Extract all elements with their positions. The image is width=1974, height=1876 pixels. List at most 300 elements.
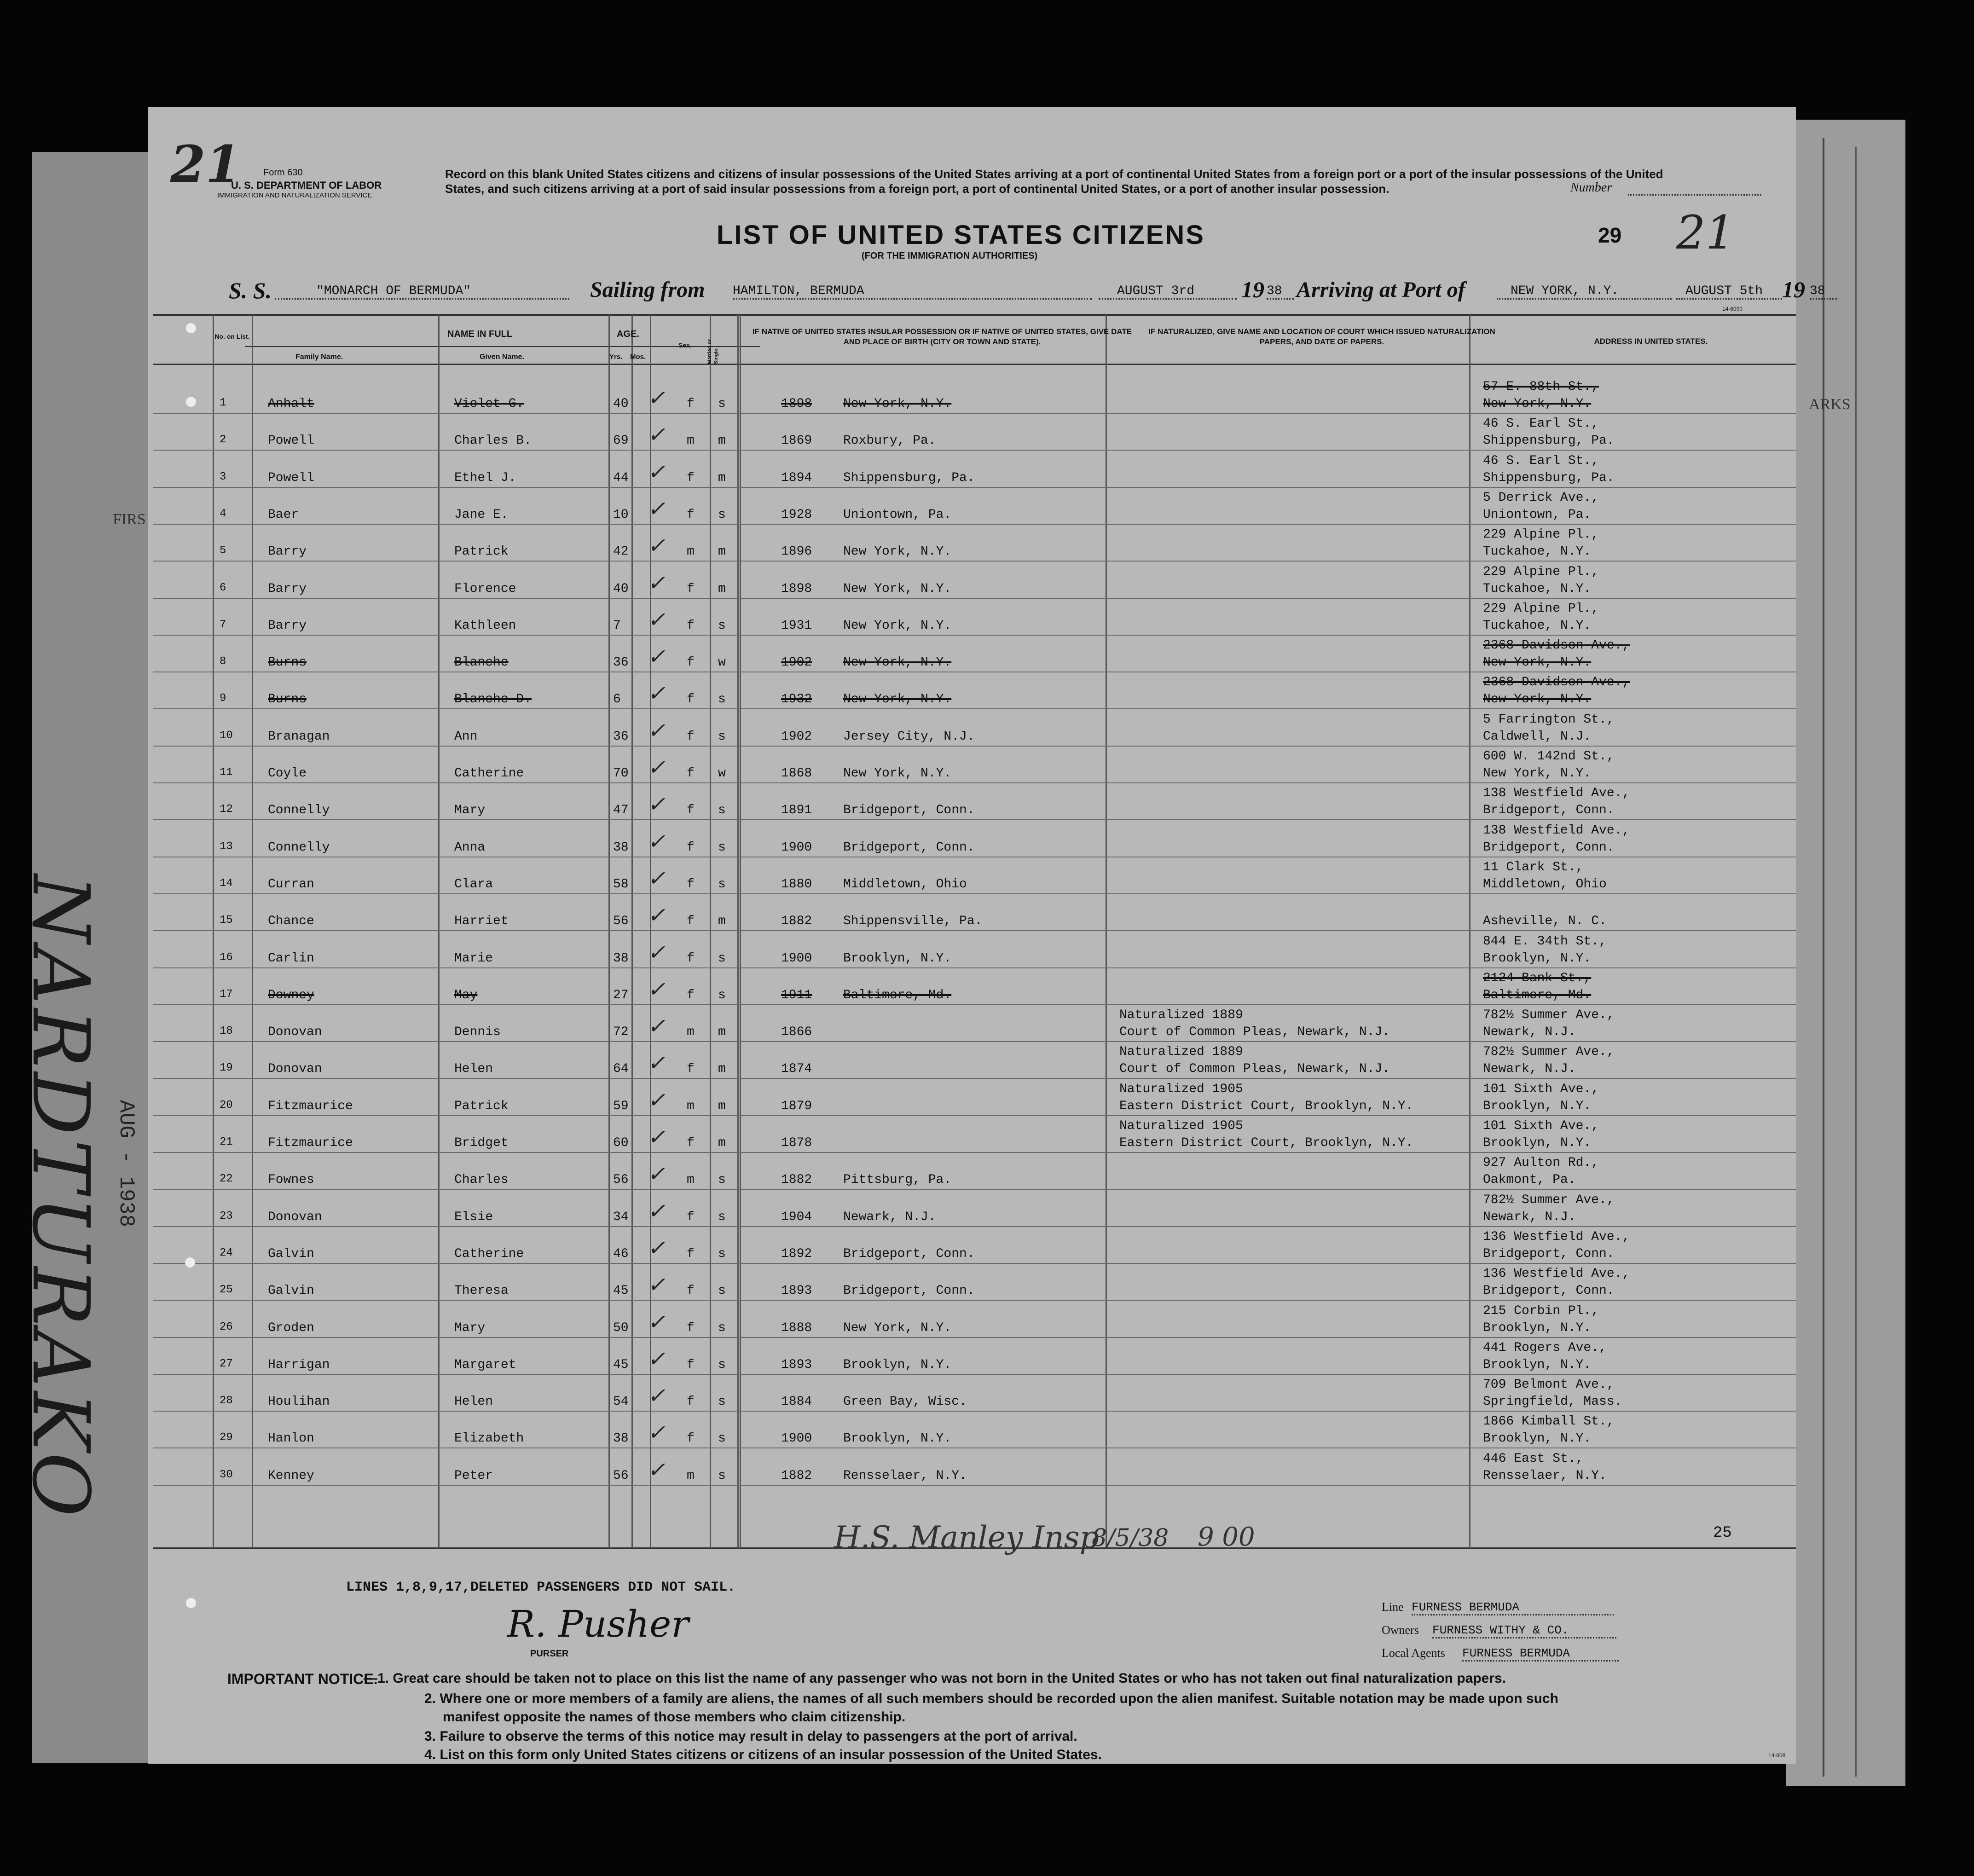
check-mark-icon: ✓ [648,1420,666,1445]
page-number: 29 [1598,223,1622,247]
given-name: Marie [454,951,493,966]
family-name: Kenney [268,1468,314,1483]
row-number: 25 [220,1284,233,1297]
given-name: Blanche [454,655,509,670]
sex: f [687,1395,695,1409]
purser-signature: R. Pusher [507,1603,689,1645]
check-mark-icon: ✓ [648,718,666,743]
row-number: 1 [220,397,226,409]
age-years: 34 [613,1210,629,1224]
agents-value: FURNESS BERMUDA [1462,1646,1619,1662]
age-years: 38 [613,840,629,855]
naturalization-date: Naturalized 1889 [1119,1008,1243,1023]
sailing-year: 38 [1267,284,1294,300]
address-line-1: 11 Clark St., [1483,860,1584,874]
age-years: 45 [613,1284,629,1298]
birth-place: Uniontown, Pa. [843,507,952,522]
address-line-2: Shippensburg, Pa. [1483,434,1615,448]
family-name: Powell [268,434,314,448]
marital-status: s [718,1468,726,1483]
address-line-1: 136 Westfield Ave., [1483,1229,1630,1244]
birth-year: 1932 [781,692,812,707]
birth-year: 1869 [781,434,812,448]
age-years: 38 [613,951,629,966]
sex: f [687,618,695,633]
family-name: Donovan [268,1210,322,1224]
marital-status: s [718,1357,726,1372]
age-years: 54 [613,1395,629,1409]
address-line-1: 215 Corbin Pl., [1483,1303,1599,1318]
check-mark-icon: ✓ [648,1161,666,1187]
line-value: FURNESS BERMUDA [1412,1600,1614,1615]
given-name: Ethel J. [454,470,516,485]
address-line-1: 441 Rogers Ave., [1483,1340,1607,1355]
birth-year: 1879 [781,1099,812,1113]
notice-2b: manifest opposite the names of those members who claim citizenship. [443,1709,906,1725]
birth-place: Bridgeport, Conn. [843,1284,975,1298]
inspection-time: 9 00 [1198,1522,1255,1552]
birth-year: 1900 [781,951,812,966]
check-mark-icon: ✓ [648,1457,666,1482]
family-name: Groden [268,1320,314,1335]
address-line-2: Tuckahoe, N.Y. [1483,544,1592,559]
ship-name [275,284,569,300]
marital-status: s [718,507,726,522]
address-line-1: 136 Westfield Ave., [1483,1267,1630,1281]
table-row [148,860,1796,907]
sex: f [687,1246,695,1261]
birth-year: 1898 [781,581,812,596]
age-years: 36 [613,729,629,744]
birth-year: 1888 [781,1320,812,1335]
birth-year: 1884 [781,1395,812,1409]
row-number: 6 [220,581,226,594]
birth-year: 1902 [781,729,812,744]
owners-label: Owners [1382,1623,1419,1637]
side-text-marks: ARKS [1809,396,1851,413]
row-number: 29 [220,1431,233,1444]
address-line-2: Middletown, Ohio [1483,877,1607,892]
marital-status: m [718,581,726,596]
arrival-port [1497,284,1672,300]
birth-place: New York, N.Y. [843,655,952,670]
birth-year: 1893 [781,1357,812,1372]
passenger-count: 25 [1713,1524,1732,1542]
address-line-2: Bridgeport, Conn. [1483,840,1615,855]
given-name: Kathleen [454,618,516,633]
marital-status: w [718,655,726,670]
birth-place: Jersey City, N.J. [843,729,975,744]
marital-status: m [718,544,726,559]
marital-status: m [718,1136,726,1150]
address-line-2: Tuckahoe, N.Y. [1483,581,1592,596]
family-name: Donovan [268,1025,322,1040]
arrival-date [1676,284,1782,300]
given-name: Elsie [454,1210,493,1224]
birth-year: 1891 [781,803,812,818]
age-years: 56 [613,914,629,929]
birth-year: 1893 [781,1284,812,1298]
marital-status: s [718,988,726,1002]
given-name: Elizabeth [454,1431,524,1446]
age-header-divider [608,346,650,347]
row-number: 2 [220,434,226,446]
check-mark-icon: ✓ [648,865,666,891]
check-mark-icon: ✓ [648,1087,666,1112]
birth-place: New York, N.Y. [843,618,952,633]
age-years: 70 [613,766,629,781]
age-years: 6 [613,692,621,707]
agents-label: Local Agents [1382,1646,1445,1660]
sex: f [687,1357,695,1372]
row-number: 3 [220,470,226,483]
address-line-1: 46 S. Earl St., [1483,417,1599,431]
age-years: 69 [613,434,629,448]
address-line-1: 57 E. 88th St., [1483,380,1599,394]
birth-year: 1868 [781,766,812,781]
family-name: Baer [268,507,299,522]
check-mark-icon: ✓ [648,681,666,706]
address-line-1: 46 S. Earl St., [1483,453,1599,468]
age-years: 36 [613,655,629,670]
birth-year: 1894 [781,470,812,485]
family-name: Fitzmaurice [268,1099,353,1113]
punch-hole [185,1257,195,1268]
check-mark-icon: ✓ [648,496,666,521]
marital-status: s [718,692,726,707]
family-name: Anhalt [268,397,314,411]
address-line-2: Baltimore, Md. [1483,988,1592,1002]
header-no: No. on List. [214,333,250,340]
birth-year: 1880 [781,877,812,892]
birth-place: Rensselaer, N.Y. [843,1468,967,1483]
family-name: Barry [268,618,307,633]
given-name: Bridget [454,1136,509,1150]
address-line-1: 2368 Davidson Ave., [1483,675,1630,690]
address-line-1: 782½ Summer Ave., [1483,1045,1615,1060]
notice-3: 3. Failure to observe the terms of this notice may result in delay to passengers at the port of arrival. [424,1729,1077,1744]
marital-status: s [718,1210,726,1224]
age-years: 40 [613,397,629,411]
family-name: Galvin [268,1284,314,1298]
age-years: 56 [613,1173,629,1187]
line-label: Line [1382,1600,1404,1614]
marital-status: s [718,1431,726,1446]
address-line-1: 446 East St., [1483,1451,1584,1466]
check-mark-icon: ✓ [648,1272,666,1297]
birth-place: Brooklyn, N.Y. [843,1431,952,1446]
sex: m [687,1099,695,1113]
naturalization-court: Eastern District Court, Brooklyn, N.Y. [1119,1136,1413,1150]
row-number: 20 [220,1099,233,1112]
address-line-1: 138 Westfield Ave., [1483,786,1630,801]
sex: f [687,470,695,485]
marital-status: m [718,1062,726,1077]
arrival-year: 38 [1810,284,1837,300]
address-line-2: Caldwell, N.J. [1483,729,1592,744]
marital-status: s [718,1173,726,1187]
given-name: Violet G. [454,397,524,411]
sex: f [687,655,695,670]
sailing-date-text: AUGUST 3rd [1117,284,1195,298]
address-line-1: 138 Westfield Ave., [1483,823,1630,838]
row-number: 30 [220,1468,233,1481]
family-name: Connelly [268,803,330,818]
row-number: 16 [220,951,233,964]
form-code: 14-608 [1768,1752,1786,1759]
given-name: Helen [454,1395,493,1409]
check-mark-icon: ✓ [648,1235,666,1260]
form-instruction: Record on this blank United States citizens and citizens of insular possessions of the United States arriving at a port of continental United States from a foreign port or a port of the insular possessions of the United States, and such citizens arriving at a port of said insular possessions from a foreign port, a port of continental United States, or a port of another insular possession. [445,167,1663,196]
row-number: 28 [220,1395,233,1407]
row-number: 13 [220,840,233,853]
sex: f [687,988,695,1002]
naturalization-court: Court of Common Pleas, Newark, N.J. [1119,1062,1390,1077]
header-family-name: Family Name. [295,353,343,361]
family-name: Galvin [268,1246,314,1261]
number-label: Number [1570,180,1612,195]
family-name: Coyle [268,766,307,781]
address-line-1: 1866 Kimball St., [1483,1414,1615,1429]
naturalization-court: Court of Common Pleas, Newark, N.J. [1119,1025,1390,1040]
sex: f [687,914,695,929]
row-number: 19 [220,1062,233,1075]
page-edge-line [1855,147,1857,1777]
age-years: 46 [613,1246,629,1261]
address-line-2: Brooklyn, N.Y. [1483,1320,1592,1335]
address-line-2: Newark, N.J. [1483,1210,1576,1224]
birth-year: 1896 [781,544,812,559]
header-name-in-full: NAME IN FULL [447,329,513,339]
address-line-2: New York, N.Y. [1483,766,1592,781]
marital-status: m [718,434,726,448]
birth-place: Bridgeport, Conn. [843,1246,975,1261]
birth-place: New York, N.Y. [843,397,952,411]
sex: f [687,397,695,411]
side-text-first: FIRS [113,511,146,528]
ss-label: S. S. [229,278,272,303]
age-years: 64 [613,1062,629,1077]
given-name: Ann [454,729,478,744]
marital-status: s [718,1284,726,1298]
form-subtitle: (FOR THE IMMIGRATION AUTHORITIES) [862,251,1038,261]
arriving-label: Arriving at Port of [1297,278,1465,302]
birth-place: New York, N.Y. [843,766,952,781]
birth-year: 1882 [781,1468,812,1483]
birth-year: 1892 [781,1246,812,1261]
address-line-1: 101 Sixth Ave., [1483,1119,1599,1133]
naturalization-date: Naturalized 1905 [1119,1119,1243,1133]
marital-status: m [718,470,726,485]
check-mark-icon: ✓ [648,1346,666,1371]
table-top-border [153,314,1796,316]
notice-1: —1. Great care should be taken not to place on this list the name of any passenger who was not born in the United States or who has not taken out final naturalization papers. [364,1671,1506,1686]
punch-hole [186,397,196,407]
underlying-page-right [1786,120,1905,1786]
given-name: Helen [454,1062,493,1077]
birth-place: Pittsburg, Pa. [843,1173,952,1187]
birth-year: 1878 [781,1136,812,1150]
address-line-1: 2124 Bank St., [1483,971,1592,985]
check-mark-icon: ✓ [648,903,666,928]
age-years: 27 [613,988,629,1002]
given-name: Theresa [454,1284,509,1298]
sex: f [687,1062,695,1077]
form-title: LIST OF UNITED STATES CITIZENS [717,220,1205,250]
manifest-sheet [148,107,1825,1764]
check-mark-icon: ✓ [648,422,666,447]
birth-place: Brooklyn, N.Y. [843,951,952,966]
address-line-1: 782½ Summer Ave., [1483,1193,1615,1207]
sex: m [687,434,695,448]
birth-year: 1882 [781,1173,812,1187]
sailing-date [1099,284,1237,300]
row-number: 10 [220,729,233,742]
check-mark-icon: ✓ [648,755,666,780]
age-years: 42 [613,544,629,559]
address-line-2: New York, N.Y. [1483,692,1592,707]
sex: f [687,877,695,892]
check-mark-icon: ✓ [648,976,666,1002]
age-years: 59 [613,1099,629,1113]
given-name: Harriet [454,914,509,929]
address-line-2: Newark, N.J. [1483,1025,1576,1040]
marital-status: w [718,766,726,781]
deleted-note: LINES 1,8,9,17,DELETED PASSENGERS DID NOT SAIL. [346,1580,736,1595]
address-line-1: 5 Farrington St., [1483,712,1615,727]
birth-place: Baltimore, Md. [843,988,952,1002]
header-yrs: Yrs. [609,353,623,361]
marital-status: s [718,951,726,966]
sex: f [687,951,695,966]
spine-date: AUG - 1938 [114,1100,138,1228]
ship-name-text: "MONARCH OF BERMUDA" [316,284,471,298]
given-name: Patrick [454,544,509,559]
punch-hole [186,323,196,333]
age-years: 72 [613,1025,629,1040]
address-line-2: Tuckahoe, N.Y. [1483,618,1592,633]
address-line-2: Brooklyn, N.Y. [1483,1357,1592,1372]
row-number: 17 [220,988,233,1001]
header-address: ADDRESS IN UNITED STATES. [1594,337,1708,346]
address-line-2: Brooklyn, N.Y. [1483,1136,1592,1150]
sex: m [687,544,695,559]
check-mark-icon: ✓ [648,570,666,595]
birth-year: 1866 [781,1025,812,1040]
birth-place: Green Bay, Wisc. [843,1395,967,1409]
row-number: 22 [220,1173,233,1186]
address-line-2: Bridgeport, Conn. [1483,1284,1615,1298]
sex: f [687,1320,695,1335]
birth-place: Brooklyn, N.Y. [843,1357,952,1372]
page-edge-line [1823,138,1824,1777]
header-naturalized: IF NATURALIZED, GIVE NAME AND LOCATION OF COURT WHICH ISSUED NATURALIZATION PAPERS, AND DATE OF PAPERS. [1148,327,1495,346]
address-line-2: Brooklyn, N.Y. [1483,951,1592,966]
marital-status: s [718,877,726,892]
arrival-port-text: NEW YORK, N.Y. [1511,284,1619,298]
family-name: Burns [268,692,307,707]
row-number: 12 [220,803,233,816]
age-years: 45 [613,1357,629,1372]
row-number: 18 [220,1025,233,1038]
address-line-1: 229 Alpine Pl., [1483,564,1599,579]
age-years: 44 [613,470,629,485]
address-line-1: 229 Alpine Pl., [1483,527,1599,542]
sailing-year-prefix: 19 [1241,277,1264,302]
given-name: Patrick [454,1099,509,1113]
age-years: 40 [613,581,629,596]
printer-code: 14-6090 [1722,306,1743,312]
address-line-1: 782½ Summer Ave., [1483,1008,1615,1023]
age-years: 60 [613,1136,629,1150]
address-line-2: Rensselaer, N.Y. [1483,1468,1607,1483]
handwritten-page-number: 21 [170,134,241,194]
marital-status: s [718,840,726,855]
check-mark-icon: ✓ [648,1383,666,1408]
sex: f [687,581,695,596]
given-name: Catherine [454,1246,524,1261]
check-mark-icon: ✓ [648,1013,666,1039]
row-number: 27 [220,1357,233,1370]
age-years: 10 [613,507,629,522]
sex: f [687,1210,695,1224]
address-line-1: 600 W. 142nd St., [1483,749,1615,764]
notice-title: IMPORTANT NOTICE. [227,1671,378,1687]
birth-place: Bridgeport, Conn. [843,803,975,818]
family-name: Fownes [268,1173,314,1187]
marital-status: s [718,1320,726,1335]
birth-year: 1900 [781,840,812,855]
sex: m [687,1173,695,1187]
sex: f [687,803,695,818]
age-years: 47 [613,803,629,818]
naturalization-date: Naturalized 1905 [1119,1082,1243,1096]
check-mark-icon: ✓ [648,385,666,410]
address-line-2: Bridgeport, Conn. [1483,1246,1615,1261]
header-birth: IF NATIVE OF UNITED STATES INSULAR POSSESSION OR IF NATIVE OF UNITED STATES, GIVE DATE AND PLACE OF BIRTH (CITY OR TOWN AND STATE). [752,327,1132,346]
sex: f [687,1284,695,1298]
given-name: Margaret [454,1357,516,1372]
birth-year: 1904 [781,1210,812,1224]
address-line-2: Brooklyn, N.Y. [1483,1099,1592,1113]
marital-status: s [718,729,726,744]
family-name: Burns [268,655,307,670]
birth-place: Roxbury, Pa. [843,434,936,448]
family-name: Donovan [268,1062,322,1077]
age-years: 50 [613,1320,629,1335]
sex: m [687,1468,695,1483]
row-number: 5 [220,544,226,557]
spine-stamp: NARDTURAKO [15,874,106,1522]
check-mark-icon: ✓ [648,459,666,484]
check-mark-icon: ✓ [648,828,666,854]
header-mos: Mos. [630,353,646,361]
marital-status: s [718,618,726,633]
arrival-year-prefix: 19 [1782,277,1805,302]
given-name: Clara [454,877,493,892]
sex: m [687,1025,695,1040]
given-name: Catherine [454,766,524,781]
purser-label: PURSER [530,1649,569,1659]
address-line-2: New York, N.Y. [1483,397,1592,411]
department: U. S. DEPARTMENT OF LABOR [231,179,382,191]
check-mark-icon: ✓ [648,644,666,669]
check-mark-icon: ✓ [648,607,666,632]
address-line-1: 101 Sixth Ave., [1483,1082,1599,1096]
check-mark-icon: ✓ [648,1124,666,1149]
family-name: Carlin [268,951,314,966]
birth-year: 1882 [781,914,812,929]
